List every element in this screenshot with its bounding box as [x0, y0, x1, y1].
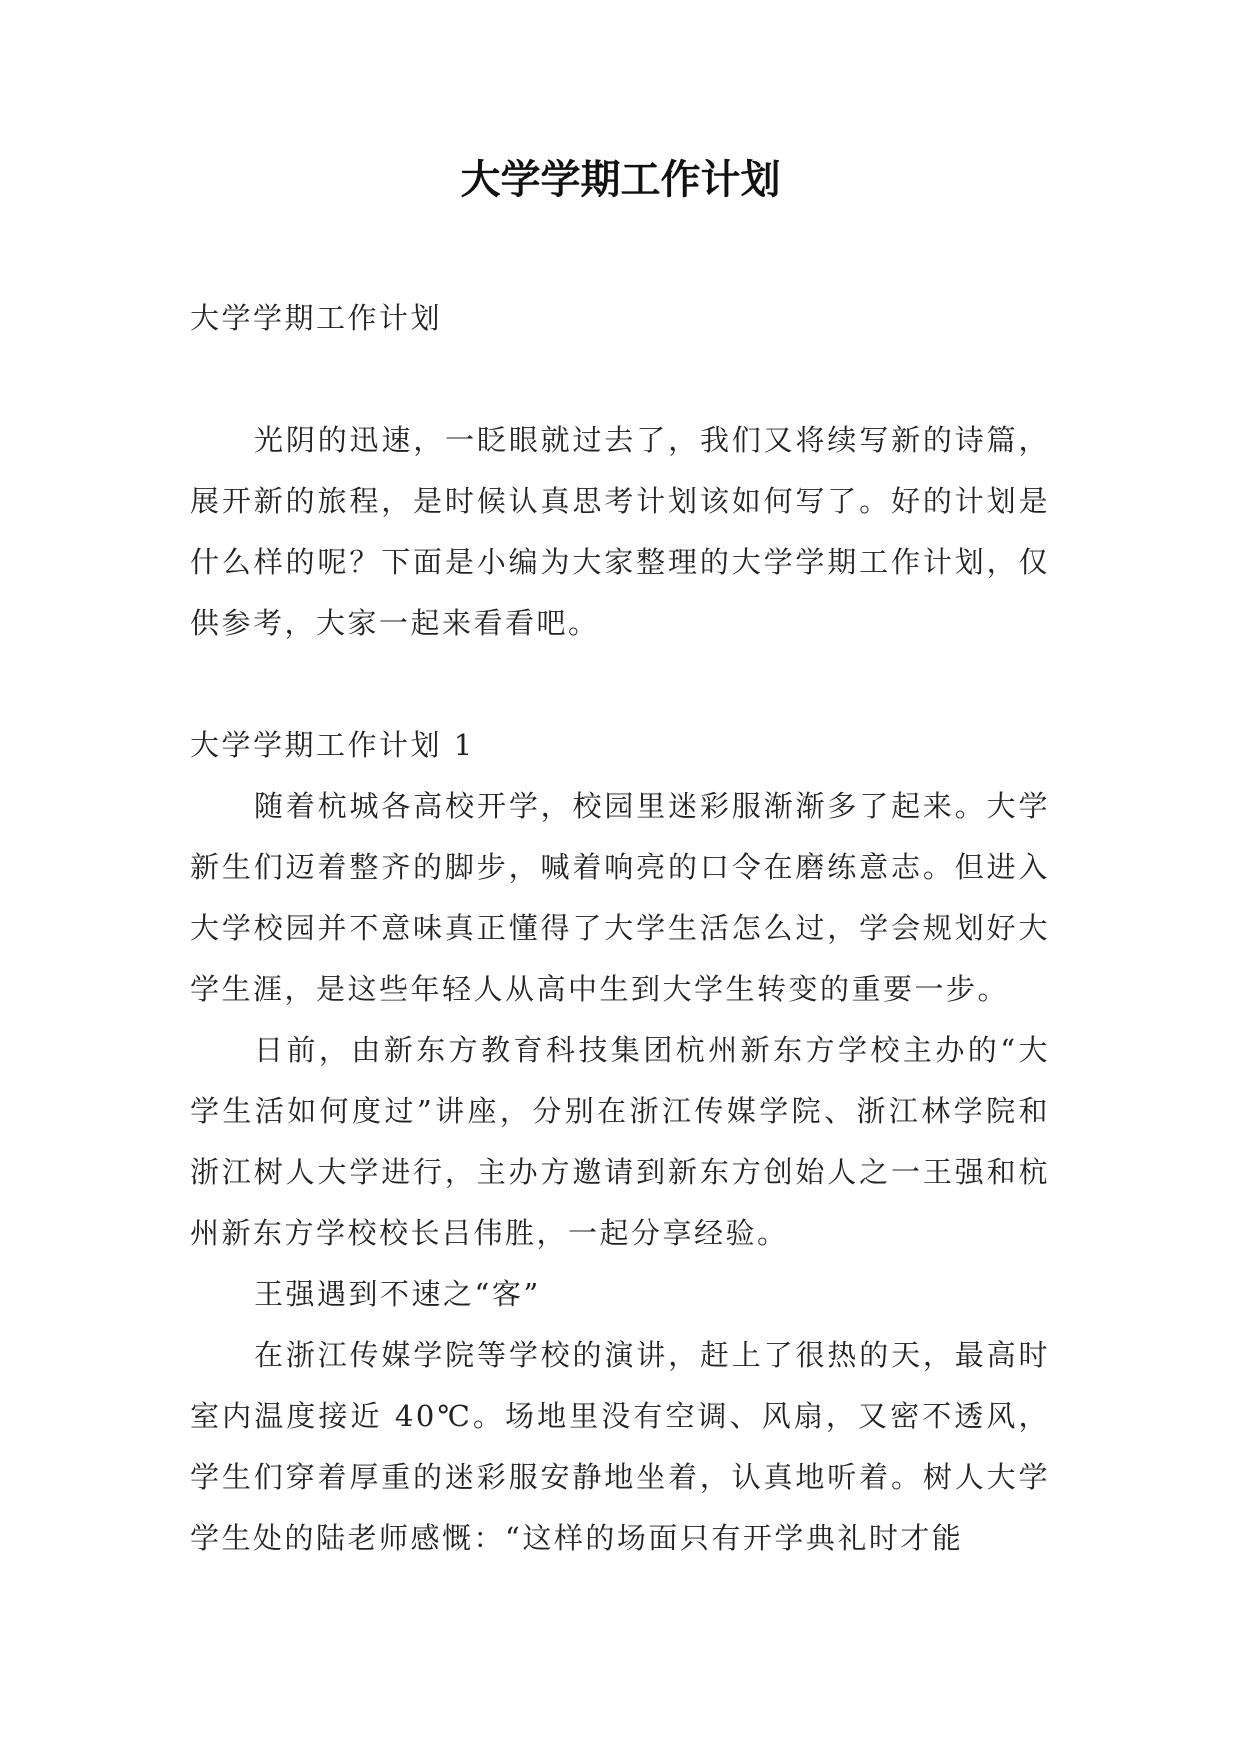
body-paragraph: 日前，由新东方教育科技集团杭州新东方学校主办的“大学生活如何度过”讲座，分别在浙江传媒学院、浙江林学院和浙江树人大学进行，主办方邀请到新东方创始人之一王强和杭州新东方学校校长吕伟胜，一起分享经验。 [190, 1033, 1050, 1250]
document-subtitle: 大学学期工作计划 [190, 301, 443, 335]
intro-paragraph: 光阴的迅速，一眨眼就过去了，我们又将续写新的诗篇，展开新的旅程，是时候认真思考计划该如何写了。好的计划是什么样的呢？下面是小编为大家整理的大学学期工作计划，仅供参考，大家一起来看看吧。 [190, 423, 1050, 640]
body-subheading: 王强遇到不速之“客” [254, 1277, 541, 1311]
section-heading: 大学学期工作计划 1 [190, 728, 475, 762]
document-title: 大学学期工作计划 [460, 156, 781, 203]
document-body [190, 288, 1050, 1569]
body-paragraph: 随着杭城各高校开学，校园里迷彩服渐渐多了起来。大学新生们迈着整齐的脚步，喊着响亮的口令在磨练意志。但进入大学校园并不意味真正懂得了大学生活怎么过，学会规划好大学生涯，是这些年轻人从高中生到大学生转变的重要一步。 [190, 789, 1050, 1006]
body-paragraph: 在浙江传媒学院等学校的演讲，赶上了很热的天，最高时室内温度接近 40℃。场地里没有空调、风扇，又密不透风，学生们穿着厚重的迷彩服安静地坐着，认真地听着。树人大学学生处的陆老师感慨：“这样的场面只有开学典礼时才能 [190, 1338, 1050, 1555]
